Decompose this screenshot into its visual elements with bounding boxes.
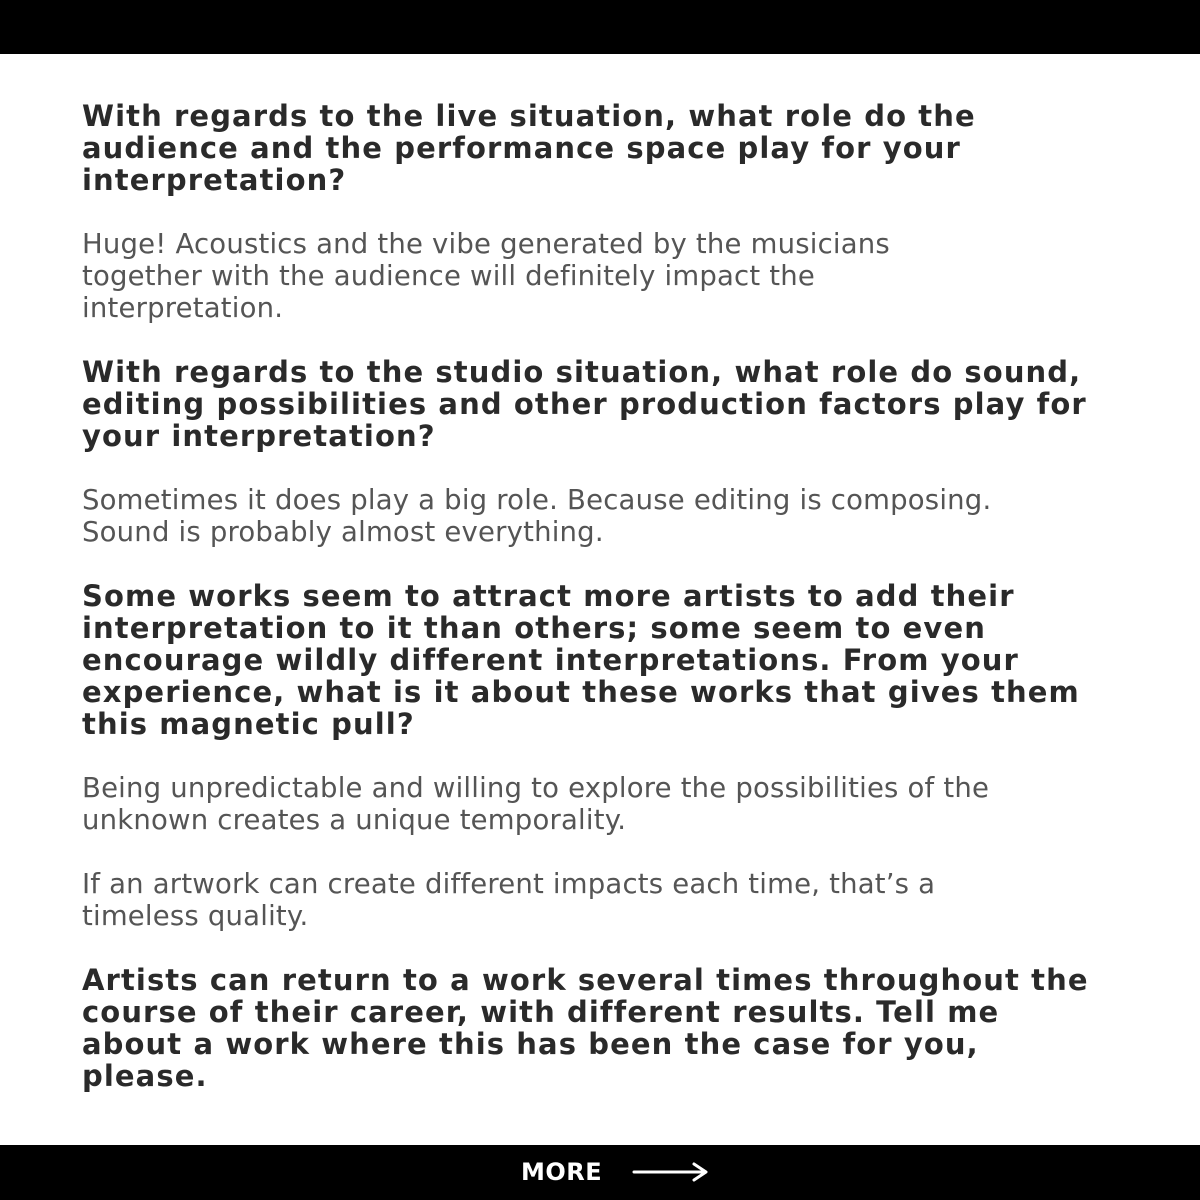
arrow-right-icon [632, 1162, 710, 1182]
question-line: editing possibilities and other production factors play for [82, 387, 1087, 421]
top-bar [0, 0, 1200, 54]
question-line: With regards to the studio situation, what role do sound, [82, 355, 1082, 389]
question-line: experience, what is it about these works that gives them [82, 675, 1080, 709]
more-button[interactable] [521, 1156, 710, 1188]
question-line: your interpretation? [82, 419, 436, 453]
question-block [82, 964, 1162, 1092]
answer-line: timeless quality. [82, 900, 309, 932]
answer-line: Huge! Acoustics and the vibe generated by the musicians [82, 228, 890, 260]
question-line: encourage wildly different interpretations. From your [82, 643, 1019, 677]
more-label: MORE [521, 1158, 603, 1186]
answer-line: Being unpredictable and willing to explore the possibilities of the [82, 772, 990, 804]
question-line: about a work where this has been the case for you, [82, 1027, 979, 1061]
answer-line: Sound is probably almost everything. [82, 516, 604, 548]
answer-line: Sometimes it does play a big role. Because editing is composing. [82, 484, 992, 516]
answer-block [82, 228, 1162, 324]
answer-block [82, 868, 1162, 932]
question-line: interpretation to it than others; some seem to even [82, 611, 986, 645]
interview-content [82, 100, 1162, 1092]
question-line: Artists can return to a work several times throughout the [82, 963, 1089, 997]
question-line: Some works seem to attract more artists to add their [82, 579, 1015, 613]
question-line: course of their career, with different results. Tell me [82, 995, 1000, 1029]
answer-line: If an artwork can create different impacts each time, that’s a [82, 868, 936, 900]
question-block [82, 100, 1162, 196]
question-line: audience and the performance space play for your [82, 131, 961, 165]
question-block [82, 356, 1162, 452]
answer-line: unknown creates a unique temporality. [82, 804, 627, 836]
question-block [82, 580, 1162, 740]
answer-line: together with the audience will definitely impact the [82, 260, 816, 292]
question-line: this magnetic pull? [82, 707, 415, 741]
question-line: please. [82, 1059, 208, 1093]
question-line: With regards to the live situation, what role do the [82, 99, 976, 133]
answer-block [82, 772, 1162, 836]
answer-block [82, 484, 1162, 548]
answer-line: interpretation. [82, 292, 284, 324]
question-line: interpretation? [82, 163, 347, 197]
